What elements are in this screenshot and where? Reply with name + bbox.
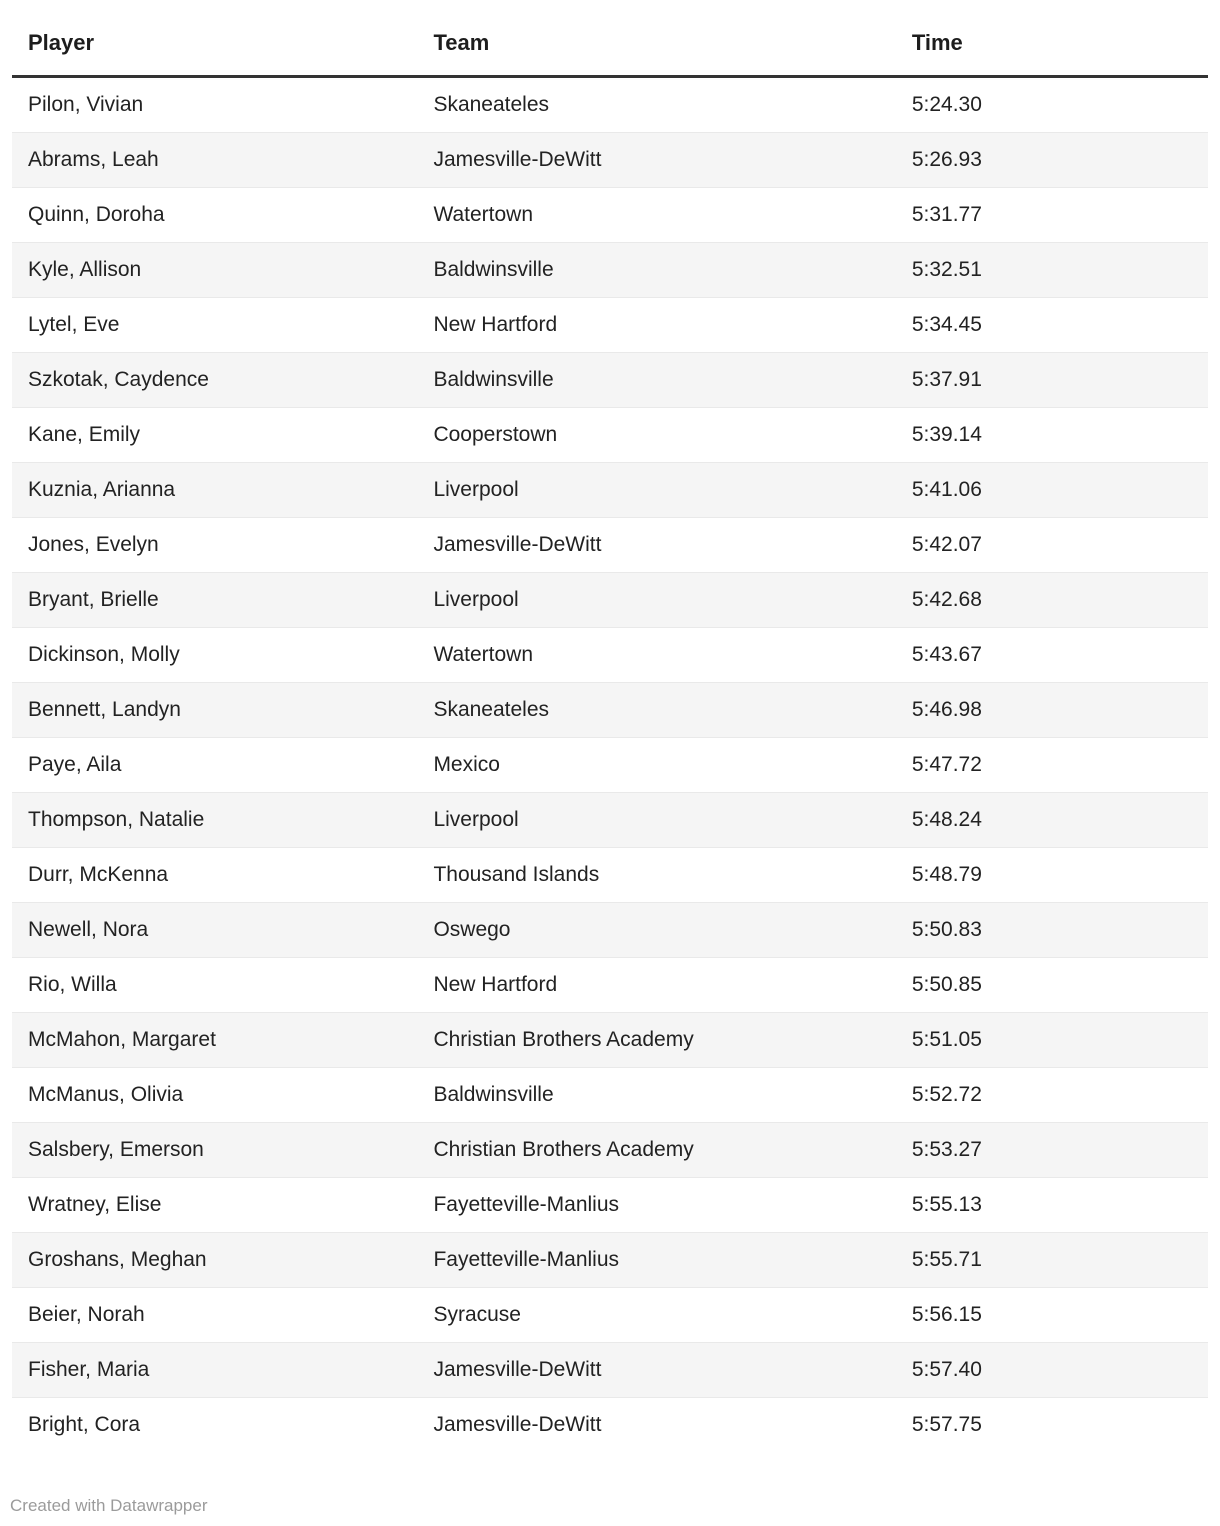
team-cell: Jamesville-DeWitt bbox=[417, 1343, 895, 1398]
time-cell: 5:50.85 bbox=[896, 958, 1208, 1013]
time-cell: 5:55.71 bbox=[896, 1233, 1208, 1288]
player-cell: Groshans, Meghan bbox=[12, 1233, 417, 1288]
table-header bbox=[12, 0, 1208, 77]
team-cell: Skaneateles bbox=[417, 683, 895, 738]
player-cell: Durr, McKenna bbox=[12, 848, 417, 903]
table-row bbox=[12, 77, 1208, 133]
player-cell: McMahon, Margaret bbox=[12, 1013, 417, 1068]
table-row bbox=[12, 1068, 1208, 1123]
player-cell: Quinn, Doroha bbox=[12, 188, 417, 243]
table-row bbox=[12, 793, 1208, 848]
player-cell: Salsbery, Emerson bbox=[12, 1123, 417, 1178]
header-row bbox=[12, 0, 1208, 77]
time-cell: 5:56.15 bbox=[896, 1288, 1208, 1343]
table-row bbox=[12, 903, 1208, 958]
team-cell: Christian Brothers Academy bbox=[417, 1123, 895, 1178]
table-row bbox=[12, 573, 1208, 628]
team-cell: New Hartford bbox=[417, 958, 895, 1013]
player-cell: Wratney, Elise bbox=[12, 1178, 417, 1233]
time-cell: 5:37.91 bbox=[896, 353, 1208, 408]
table-row bbox=[12, 353, 1208, 408]
player-cell: Bennett, Landyn bbox=[12, 683, 417, 738]
column-header-time: Time bbox=[896, 0, 1208, 77]
player-cell: Kane, Emily bbox=[12, 408, 417, 463]
team-cell: Oswego bbox=[417, 903, 895, 958]
team-cell: Skaneateles bbox=[433, 93, 550, 117]
team-cell: Baldwinsville bbox=[417, 243, 895, 298]
player-cell: Bryant, Brielle bbox=[12, 573, 417, 628]
team-cell: Jamesville-DeWitt bbox=[417, 133, 895, 188]
player-cell: Dickinson, Molly bbox=[12, 628, 417, 683]
player-cell: Szkotak, Caydence bbox=[12, 353, 417, 408]
table-body bbox=[12, 77, 1208, 1453]
team-cell: Watertown bbox=[417, 188, 895, 243]
team-cell: New Hartford bbox=[417, 298, 895, 353]
time-cell: 5:57.75 bbox=[896, 1398, 1208, 1453]
table-row bbox=[12, 683, 1208, 738]
table-row bbox=[12, 1178, 1208, 1233]
table-row bbox=[12, 133, 1208, 188]
team-cell: Baldwinsville bbox=[417, 1068, 895, 1123]
table-row bbox=[12, 408, 1208, 463]
team-cell: Jamesville-DeWitt bbox=[417, 1398, 895, 1453]
team-cell: Thousand Islands bbox=[417, 848, 895, 903]
time-cell: 5:55.13 bbox=[896, 1178, 1208, 1233]
player-cell: Kuznia, Arianna bbox=[12, 463, 417, 518]
player-cell: Thompson, Natalie bbox=[12, 793, 417, 848]
results-table bbox=[12, 0, 1208, 1452]
team-cell: Syracuse bbox=[417, 1288, 895, 1343]
player-cell: Lytel, Eve bbox=[12, 298, 417, 353]
player-cell: Kyle, Allison bbox=[12, 243, 417, 298]
team-cell: Watertown bbox=[417, 628, 895, 683]
time-cell: 5:42.68 bbox=[896, 573, 1208, 628]
team-cell: Christian Brothers Academy bbox=[417, 1013, 895, 1068]
footer bbox=[10, 1496, 207, 1516]
time-cell: 5:52.72 bbox=[896, 1068, 1208, 1123]
team-cell: Liverpool bbox=[417, 463, 895, 518]
time-cell: 5:46.98 bbox=[896, 683, 1208, 738]
table-row bbox=[12, 463, 1208, 518]
table-row bbox=[12, 298, 1208, 353]
table-row bbox=[12, 1013, 1208, 1068]
player-cell: Newell, Nora bbox=[12, 903, 417, 958]
table-row bbox=[12, 628, 1208, 683]
team-cell: Mexico bbox=[417, 738, 895, 793]
table-row bbox=[12, 958, 1208, 1013]
team-cell: Jamesville-DeWitt bbox=[417, 518, 895, 573]
player-cell: Abrams, Leah bbox=[12, 133, 417, 188]
time-cell: 5:43.67 bbox=[896, 628, 1208, 683]
time-cell: 5:50.83 bbox=[896, 903, 1208, 958]
column-header-player: Player bbox=[12, 0, 417, 77]
table-row bbox=[12, 848, 1208, 903]
time-cell: 5:39.14 bbox=[896, 408, 1208, 463]
team-cell: Baldwinsville bbox=[417, 353, 895, 408]
table-row bbox=[12, 1398, 1208, 1453]
player-cell: Bright, Cora bbox=[12, 1398, 417, 1453]
table-row bbox=[12, 1343, 1208, 1398]
team-cell: Fayetteville-Manlius bbox=[417, 1178, 895, 1233]
table-row bbox=[12, 1233, 1208, 1288]
time-cell: 5:41.06 bbox=[896, 463, 1208, 518]
table-row bbox=[12, 738, 1208, 793]
player-cell: Pilon, Vivian bbox=[28, 93, 144, 117]
table-row bbox=[12, 1123, 1208, 1178]
column-header-team: Team bbox=[417, 0, 895, 77]
player-cell: Paye, Aila bbox=[12, 738, 417, 793]
player-cell: McManus, Olivia bbox=[12, 1068, 417, 1123]
time-cell: 5:34.45 bbox=[896, 298, 1208, 353]
time-cell: 5:24.30 bbox=[911, 93, 982, 117]
time-cell: 5:53.27 bbox=[896, 1123, 1208, 1178]
table-row bbox=[12, 243, 1208, 298]
team-cell: Liverpool bbox=[417, 793, 895, 848]
time-cell: 5:47.72 bbox=[896, 738, 1208, 793]
player-cell: Jones, Evelyn bbox=[12, 518, 417, 573]
player-cell: Beier, Norah bbox=[12, 1288, 417, 1343]
time-cell: 5:48.24 bbox=[896, 793, 1208, 848]
datawrapper-credit-link[interactable]: Created with Datawrapper bbox=[10, 1496, 208, 1515]
time-cell: 5:51.05 bbox=[896, 1013, 1208, 1068]
time-cell: 5:48.79 bbox=[896, 848, 1208, 903]
team-cell: Liverpool bbox=[417, 573, 895, 628]
time-cell: 5:32.51 bbox=[896, 243, 1208, 298]
time-cell: 5:26.93 bbox=[896, 133, 1208, 188]
table-row bbox=[12, 1288, 1208, 1343]
table-row bbox=[12, 188, 1208, 243]
time-cell: 5:42.07 bbox=[896, 518, 1208, 573]
table-row bbox=[12, 518, 1208, 573]
team-cell: Fayetteville-Manlius bbox=[417, 1233, 895, 1288]
team-cell: Cooperstown bbox=[417, 408, 895, 463]
player-cell: Fisher, Maria bbox=[12, 1343, 417, 1398]
time-cell: 5:57.40 bbox=[896, 1343, 1208, 1398]
time-cell: 5:31.77 bbox=[896, 188, 1208, 243]
player-cell: Rio, Willa bbox=[12, 958, 417, 1013]
